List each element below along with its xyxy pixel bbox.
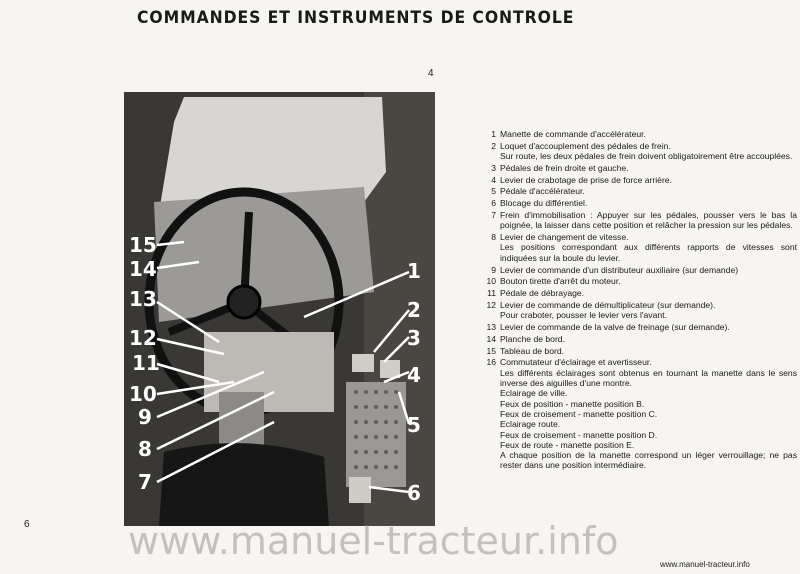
legend-number: 10 bbox=[486, 276, 496, 287]
legend-text: Frein d'immobilisation : Appuyer sur les pédales, pousser vers le bas la poignée, la laisser dans cette position et relâcher la pression sur les pédales. bbox=[500, 210, 797, 231]
callout-4: 4 bbox=[407, 363, 421, 387]
legend-text: Pour craboter, pousser le levier vers l'avant. bbox=[500, 310, 667, 321]
legend-text: Feux de position - manette position B. bbox=[500, 398, 645, 409]
page-number: 6 bbox=[24, 519, 30, 530]
legend-text: Les positions correspondant aux différents rapports de vitesses sont indiquées sur la boule du levier. bbox=[500, 242, 797, 263]
legend-text: Levier de changement de vitesse. bbox=[500, 232, 629, 243]
callout-7: 7 bbox=[138, 470, 152, 494]
callout-3: 3 bbox=[407, 326, 421, 350]
legend-number: 8 bbox=[491, 232, 496, 243]
legend-text: Pédales de frein droite et gauche. bbox=[500, 162, 629, 173]
legend-item bbox=[479, 276, 797, 286]
legend-number: 3 bbox=[491, 162, 496, 173]
callout-2: 2 bbox=[407, 298, 421, 322]
legend-text: Feux de croisement - manette position D. bbox=[500, 429, 658, 440]
legend-text: Feux de route - manette position E. bbox=[500, 439, 635, 450]
legend-item bbox=[479, 322, 797, 332]
legend-item bbox=[479, 334, 797, 344]
callout-8: 8 bbox=[138, 437, 152, 461]
callout-1: 1 bbox=[407, 259, 421, 283]
legend-number: 2 bbox=[491, 140, 496, 151]
legend-item bbox=[479, 210, 797, 231]
legend-number: 4 bbox=[491, 174, 496, 185]
legend-item bbox=[479, 265, 797, 275]
legend-text: Manette de commande d'accélérateur. bbox=[500, 129, 646, 139]
legend-number: 15 bbox=[486, 345, 496, 356]
legend-text: Eclairage de ville. bbox=[500, 388, 568, 399]
legend-text: Bouton tirette d'arrêt du moteur. bbox=[500, 276, 621, 287]
legend-number: 13 bbox=[486, 322, 496, 333]
legend-number: 9 bbox=[491, 264, 496, 275]
legend-item bbox=[479, 346, 797, 356]
legend-item bbox=[479, 357, 797, 470]
legend-text: Feux de croisement - manette position C. bbox=[500, 408, 658, 419]
legend-number: 1 bbox=[491, 129, 496, 139]
legend-text: Loquet d'accouplement des pédales de frein. bbox=[500, 140, 671, 151]
legend-item bbox=[479, 300, 797, 321]
callout-9: 9 bbox=[138, 405, 152, 429]
legend-item bbox=[479, 186, 797, 196]
legend-text: Levier de commande d'un distributeur auxiliaire (sur demande) bbox=[500, 264, 739, 275]
legend-number: 5 bbox=[491, 186, 496, 197]
legend-item bbox=[479, 163, 797, 173]
legend-item bbox=[479, 288, 797, 298]
legend-number: 14 bbox=[486, 333, 496, 344]
legend-item bbox=[479, 175, 797, 185]
legend-text: Levier de commande de démultiplicateur (sur demande). bbox=[500, 299, 716, 310]
legend-text: Commutateur d'éclairage et avertisseur. bbox=[500, 357, 652, 368]
legend-text: Pédale de débrayage. bbox=[500, 288, 585, 299]
page-title: COMMANDES ET INSTRUMENTS DE CONTROLE bbox=[137, 8, 575, 28]
legend-text: Tableau de bord. bbox=[500, 345, 565, 356]
legend-item bbox=[479, 129, 797, 139]
legend-text: Blocage du différentiel. bbox=[500, 198, 588, 209]
callout-6: 6 bbox=[407, 481, 421, 505]
photo-illustration bbox=[124, 92, 435, 526]
watermark: www.manuel-tracteur.info bbox=[128, 519, 619, 563]
source-url: www.manuel-tracteur.info bbox=[660, 560, 750, 569]
legend-number: 11 bbox=[487, 288, 496, 299]
figure-number: 4 bbox=[428, 68, 434, 79]
legend-text: Planche de bord. bbox=[500, 333, 565, 344]
callout-10: 10 bbox=[129, 382, 157, 406]
legend-number: 6 bbox=[491, 198, 496, 209]
legend-item bbox=[479, 198, 797, 208]
legend-number: 16 bbox=[486, 357, 496, 368]
legend-number: 7 bbox=[491, 210, 496, 221]
legend-text: Levier de commande de la valve de freinage (sur demande). bbox=[500, 322, 730, 333]
callout-14: 14 bbox=[129, 257, 157, 281]
legend-text: Pédale d'accélérateur. bbox=[500, 186, 585, 197]
callout-13: 13 bbox=[129, 287, 157, 311]
legend-item bbox=[479, 232, 797, 263]
legend-text: Levier de crabotage de prise de force arrière. bbox=[500, 174, 672, 185]
legend-text: A chaque position de la manette correspond un léger verrouillage; ne pas rester dans une position intermédiaire. bbox=[500, 450, 797, 471]
callout-11: 11 bbox=[132, 351, 160, 375]
legend-text: Eclairage route. bbox=[500, 419, 561, 430]
legend-text: Les différents éclairages sont obtenus en tournant la manette dans le sens inverse des aiguilles d'une montre. bbox=[500, 367, 797, 389]
callout-12: 12 bbox=[129, 326, 157, 350]
legend-text: Sur route, les deux pédales de frein doivent obligatoirement être accouplées. bbox=[500, 151, 793, 162]
legend-number: 12 bbox=[486, 299, 496, 310]
callout-5: 5 bbox=[407, 413, 421, 437]
tractor-controls-photo bbox=[124, 92, 435, 526]
callout-15: 15 bbox=[129, 233, 157, 257]
legend-list bbox=[479, 129, 797, 472]
legend-item bbox=[479, 141, 797, 162]
